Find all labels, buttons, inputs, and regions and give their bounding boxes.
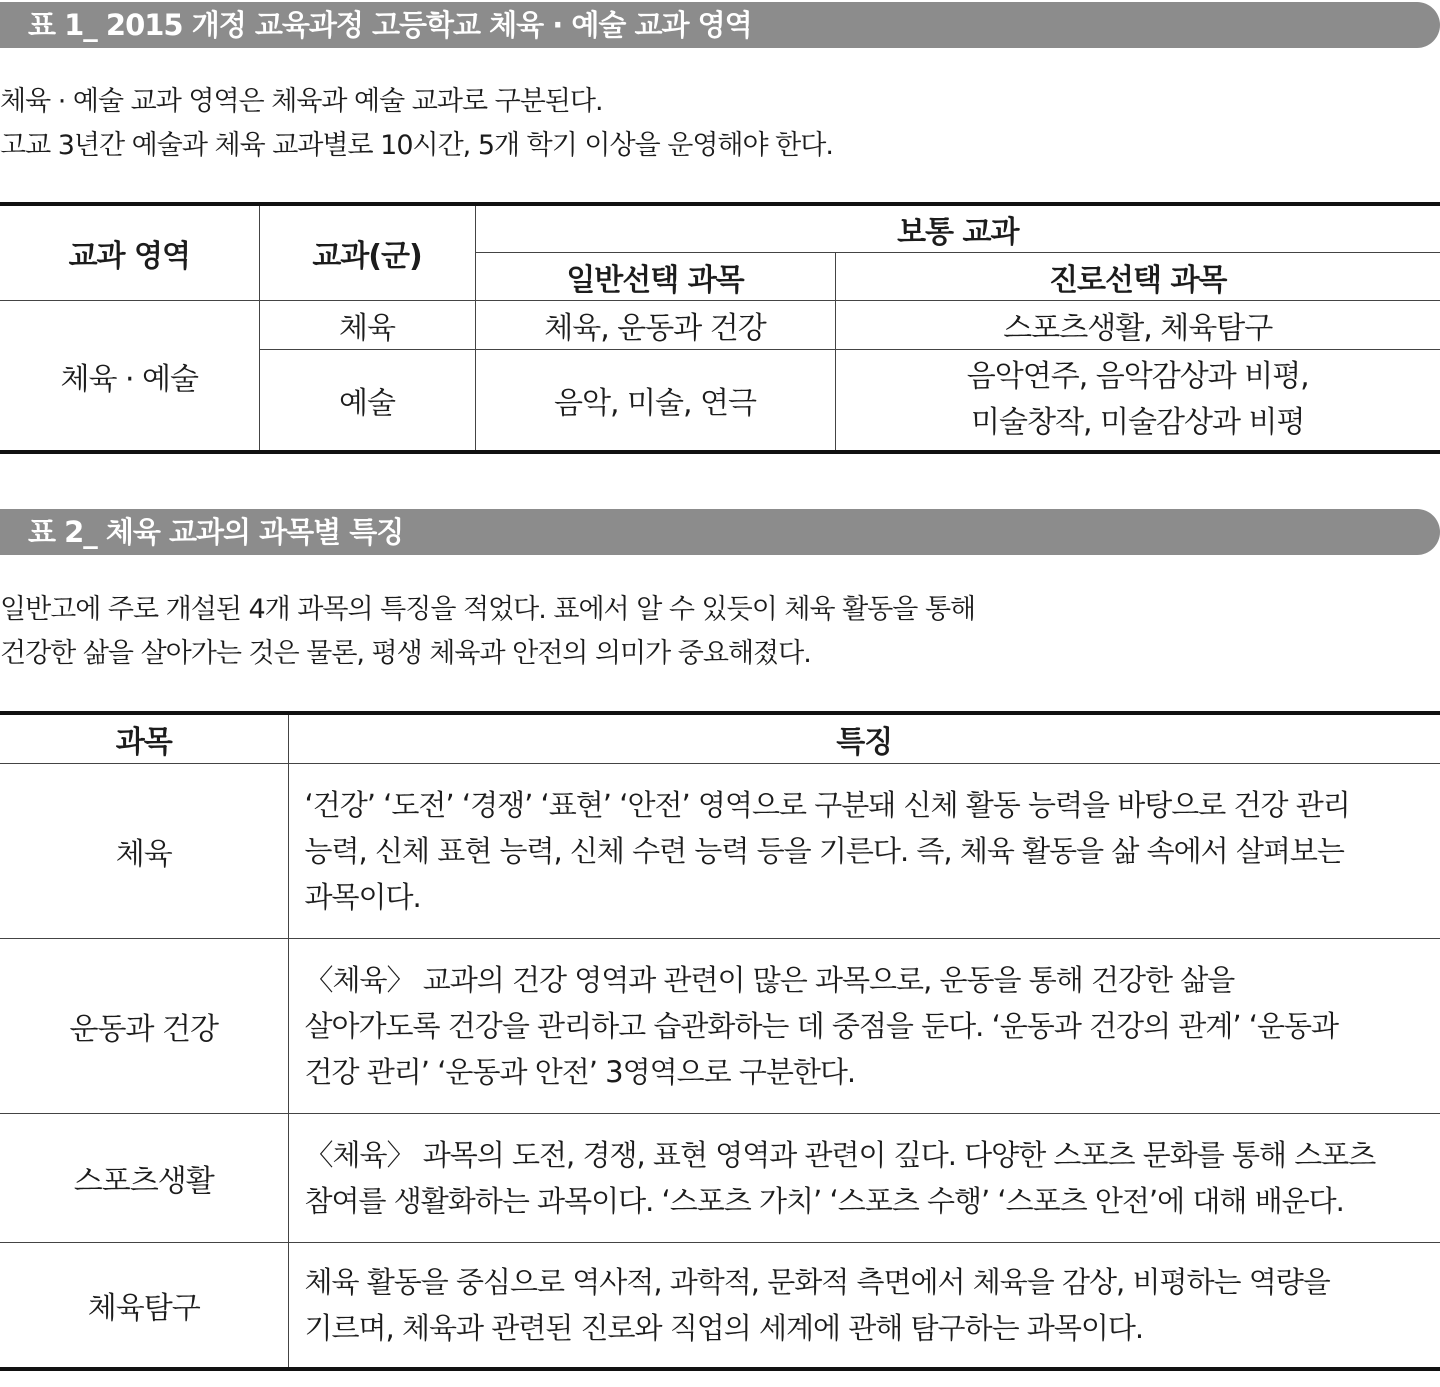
table1-intro-line: 체육 · 예술 교과 영역은 체육과 예술 교과로 구분된다. <box>0 86 603 117</box>
feature-line: 참여를 생활화하는 과목이다. ‘스포츠 가치’ ‘스포츠 수행’ ‘스포츠 안전’에 대해 배운다. <box>304 1184 1344 1218</box>
feature-line: ‘건강’ ‘도전’ ‘경쟁’ ‘표현’ ‘안전’ 영역으로 구분돼 신체 활동 능력을 바탕으로 건강 관리 <box>304 788 1350 822</box>
subject-cell: 체육 <box>0 764 288 939</box>
feature-line: 살아가도록 건강을 관리하고 습관화하는 데 중점을 둔다. ‘운동과 건강의 관계’ ‘운동과 <box>304 1009 1339 1043</box>
cell-line: 미술창작, 미술감상과 비평 <box>971 405 1305 440</box>
curriculum-table <box>0 202 1440 454</box>
header-career-elective: 진로선택 과목 <box>835 253 1440 301</box>
subject-cell: 체육탐구 <box>0 1243 288 1370</box>
header-feature: 특징 <box>288 713 1440 764</box>
table2-intro-line: 일반고에 주로 개설된 4개 과목의 특징을 적었다. 표에서 알 수 있듯이 체육 활동을 통해 <box>0 594 976 625</box>
table2-intro-line: 건강한 삶을 살아가는 것은 물론, 평생 체육과 안전의 의미가 중요해졌다. <box>0 638 811 669</box>
table-row <box>0 1243 1440 1370</box>
subject-cell: 스포츠생활 <box>0 1114 288 1243</box>
feature-line: 체육 활동을 중심으로 역사적, 과학적, 문화적 측면에서 체육을 감상, 비평하는 역량을 <box>304 1265 1330 1299</box>
career-elective-cell: 스포츠생활, 체육탐구 <box>835 301 1440 350</box>
cell-line: 음악연주, 음악감상과 비평, <box>966 359 1309 394</box>
subject-cell: 운동과 건강 <box>0 939 288 1114</box>
feature-line: 건강 관리’ ‘운동과 안전’ 3영역으로 구분한다. <box>304 1055 856 1089</box>
table1-title: 표 1_ 2015 개정 교육과정 고등학교 체육 · 예술 교과 영역 <box>0 2 1440 48</box>
feature-cell <box>288 939 1440 1114</box>
header-general-course: 보통 교과 <box>475 204 1440 253</box>
table-row <box>0 764 1440 939</box>
table-row <box>0 1114 1440 1243</box>
table2-intro <box>0 588 1400 676</box>
group-cell: 체육 <box>259 301 475 350</box>
feature-line: 기르며, 체육과 관련된 진로와 직업의 세계에 관해 탐구하는 과목이다. <box>304 1311 1144 1345</box>
feature-line: 능력, 신체 표현 능력, 신체 수련 능력 등을 기른다. 즉, 체육 활동을 삶 속에서 살펴보는 <box>304 834 1344 868</box>
table-row <box>0 939 1440 1114</box>
table2-title: 표 2_ 체육 교과의 과목별 특징 <box>0 509 1440 555</box>
area-cell: 체육 · 예술 <box>0 301 259 453</box>
table1-intro <box>0 80 1400 168</box>
header-general-elective: 일반선택 과목 <box>475 253 835 301</box>
header-area: 교과 영역 <box>0 204 259 301</box>
group-cell: 예술 <box>259 350 475 453</box>
feature-line: 〈체육〉 교과의 건강 영역과 관련이 많은 과목으로, 운동을 통해 건강한 삶을 <box>304 963 1235 997</box>
feature-cell <box>288 764 1440 939</box>
general-elective-cell: 음악, 미술, 연극 <box>475 350 835 453</box>
header-subject-group: 교과(군) <box>259 204 475 301</box>
career-elective-cell <box>835 350 1440 453</box>
feature-line: 〈체육〉 과목의 도전, 경쟁, 표현 영역과 관련이 깊다. 다양한 스포츠 문화를 통해 스포츠 <box>304 1138 1376 1172</box>
feature-cell <box>288 1243 1440 1370</box>
table1-intro-line: 고교 3년간 예술과 체육 교과별로 10시간, 5개 학기 이상을 운영해야 한다. <box>0 130 833 161</box>
header-subject: 과목 <box>0 713 288 764</box>
general-elective-cell: 체육, 운동과 건강 <box>475 301 835 350</box>
feature-line: 과목이다. <box>304 880 421 914</box>
feature-cell <box>288 1114 1440 1243</box>
subject-features-table <box>0 711 1440 1371</box>
